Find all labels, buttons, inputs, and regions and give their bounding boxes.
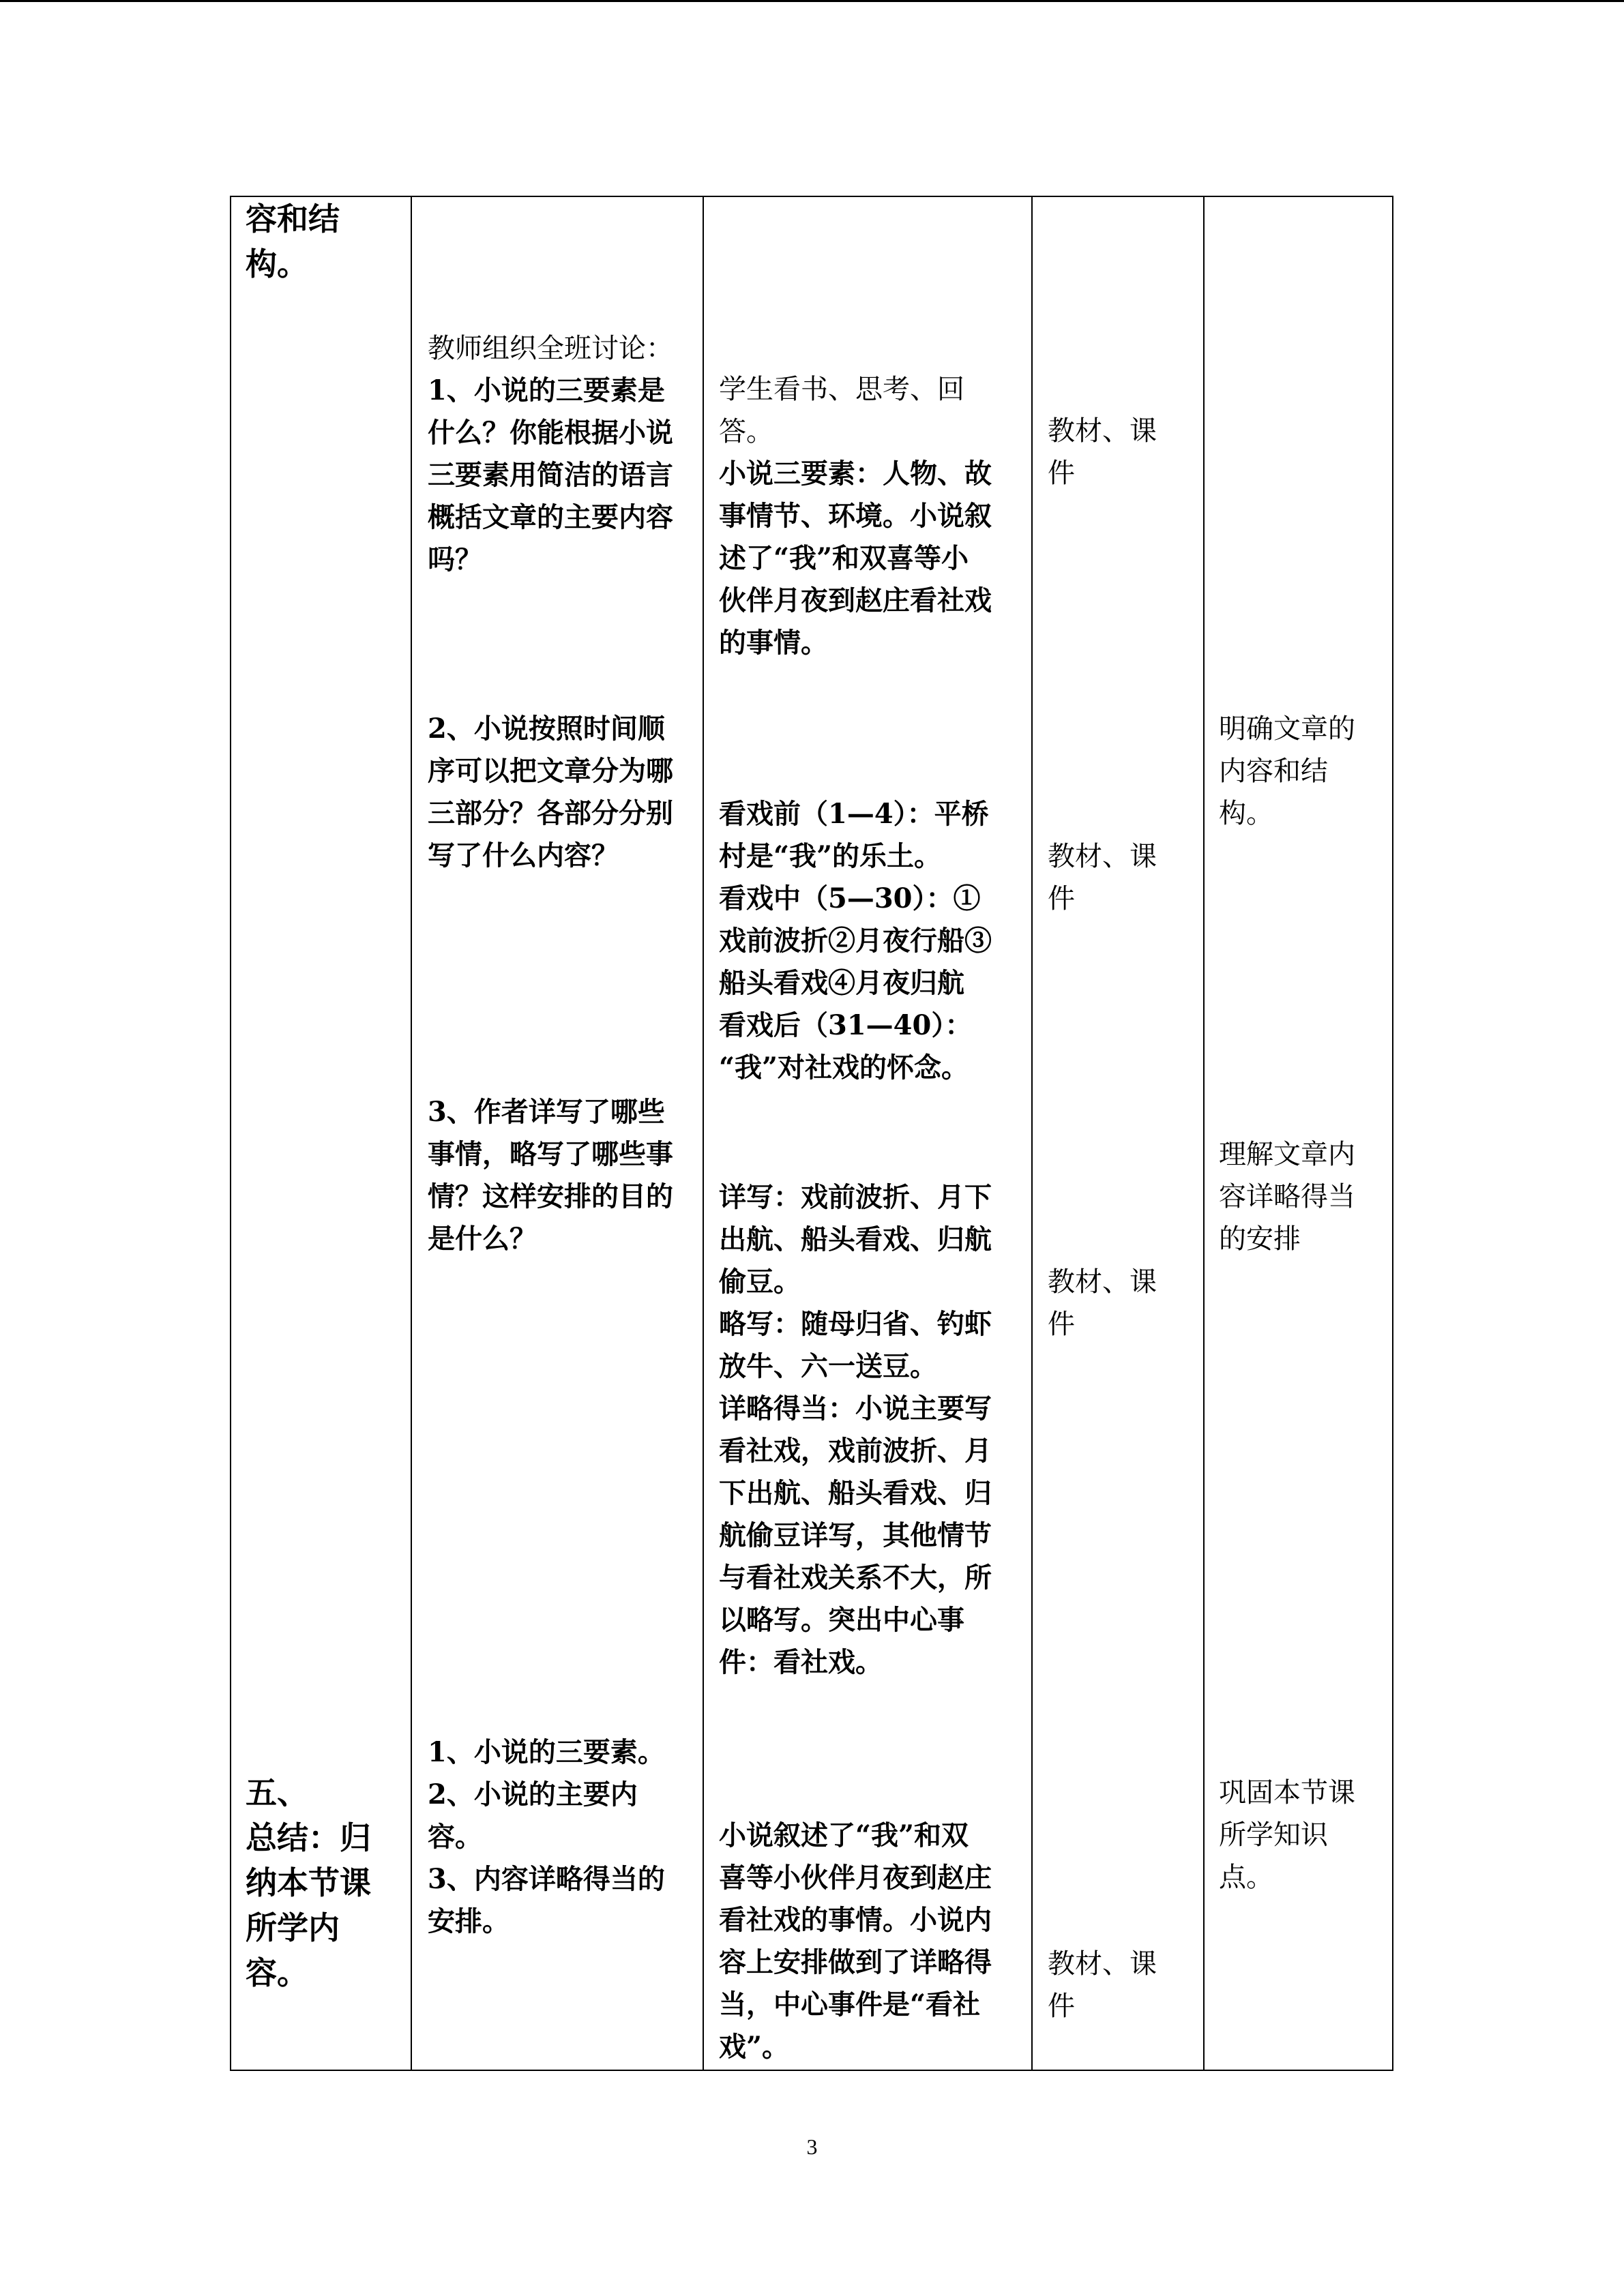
column-divider (1031, 196, 1033, 2071)
resource-cell-1 (1048, 410, 1157, 494)
text-line: 小说叙述了“我”和双 (719, 1819, 969, 1851)
text-line: 下出航、船头看戏、归 (719, 1477, 992, 1509)
text-line: 容和结 (246, 200, 340, 237)
text-line: 什么？你能根据小说 (428, 417, 673, 449)
step-summary-cell (246, 1770, 371, 1995)
step-top-cell (246, 196, 340, 286)
text-line: 容。 (246, 1954, 308, 1991)
text-line: 构。 (1219, 798, 1273, 829)
text-line: 内容和结 (1219, 756, 1328, 787)
goal-cell-3 (1219, 1772, 1355, 1898)
column-divider (1203, 196, 1205, 2071)
text-line: 3、作者详写了哪些 (428, 1096, 665, 1128)
text-line: 五、 (246, 1774, 308, 1811)
resource-cell-2 (1048, 835, 1157, 920)
teacher-question-3 (428, 1091, 673, 1260)
teacher-question-2 (428, 708, 673, 877)
text-line: 的事情。 (719, 627, 828, 659)
text-line: 详写：戏前波折、月下 (719, 1181, 992, 1213)
text-line: 是什么？ (428, 1223, 537, 1255)
page-number: 3 (806, 2134, 818, 2159)
text-line: 件：看社戏。 (719, 1646, 883, 1678)
text-line: 事情，略写了哪些事 (428, 1138, 673, 1170)
text-line: 看戏中（5—30）：① (719, 882, 981, 914)
text-line: 理解文章内 (1219, 1139, 1355, 1170)
text-line: 戏前波折②月夜行船③ (719, 925, 992, 957)
text-line: 小说三要素：人物、故 (719, 458, 992, 490)
text-line: 戏”。 (719, 2031, 790, 2063)
text-line: 三要素用简洁的语言 (428, 459, 673, 491)
text-line: 看社戏，戏前波折、月 (719, 1435, 992, 1467)
text-line: 三部分？各部分分别 (428, 797, 673, 829)
text-line: 偷豆。 (719, 1266, 801, 1298)
resource-cell-4 (1048, 1943, 1157, 2027)
text-line: 事情节、环境。小说叙 (719, 500, 992, 532)
text-line: 1、小说的三要素是 (428, 374, 665, 406)
text-line: 容详略得当 (1219, 1181, 1355, 1212)
text-line: 容上安排做到了详略得 (719, 1946, 992, 1978)
text-line: 所学内 (246, 1909, 340, 1946)
text-line: 件 (1048, 883, 1075, 914)
text-line: 看戏前（1—4）：平桥 (719, 798, 989, 830)
text-line: 答。 (719, 416, 773, 447)
text-line: 村是“我”的乐土。 (719, 840, 942, 872)
text-line: 构。 (246, 245, 308, 282)
text-line: 纳本节课 (246, 1864, 371, 1901)
teacher-discussion-block (428, 327, 673, 581)
text-line: “我”对社戏的怀念。 (719, 1052, 969, 1084)
text-line: 总结：归 (246, 1819, 371, 1856)
text-line: 学生看书、思考、回 (719, 374, 964, 405)
text-line: 详略得当：小说主要写 (719, 1392, 992, 1425)
text-line: 伙伴月夜到赵庄看社戏 (719, 584, 992, 616)
text-line: 述了“我”和双喜等小 (719, 542, 969, 574)
teacher-summary-points (428, 1731, 665, 1943)
text-line: 看戏后（31—40）： (719, 1009, 973, 1041)
text-line: 喜等小伙伴月夜到赵庄 (719, 1862, 992, 1894)
text-line: 教材、课 (1048, 1266, 1157, 1298)
teacher-intro: 教师组织全班讨论： (428, 333, 673, 364)
text-line: 安排。 (428, 1905, 510, 1937)
text-line: 放牛、六一送豆。 (719, 1350, 937, 1382)
text-line: 3、内容详略得当的 (428, 1863, 665, 1895)
goal-cell-1 (1219, 708, 1355, 835)
text-line: 当，中心事件是“看社 (719, 1988, 981, 2021)
text-line: 情？这样安排的目的 (428, 1180, 673, 1212)
text-line: 点。 (1219, 1862, 1273, 1893)
goal-cell-2 (1219, 1133, 1355, 1260)
text-line: 概括文章的主要内容 (428, 501, 673, 533)
text-line: 航偷豆详写，其他情节 (719, 1519, 992, 1551)
text-line: 出航、船头看戏、归航 (719, 1223, 992, 1255)
text-line: 船头看戏④月夜归航 (719, 967, 964, 999)
text-line: 吗？ (428, 543, 482, 576)
text-line: 以略写。突出中心事 (719, 1604, 964, 1636)
text-line: 教材、课 (1048, 1948, 1157, 1980)
column-divider (411, 196, 412, 2071)
student-answer-3 (719, 1176, 992, 1684)
text-line: 件 (1048, 1991, 1075, 2022)
text-line: 教材、课 (1048, 415, 1157, 447)
student-answer-1 (719, 368, 992, 664)
text-line: 写了什么内容？ (428, 839, 619, 871)
text-line: 略写：随母归省、钓虾 (719, 1308, 992, 1340)
student-answer-2 (719, 793, 992, 1089)
text-line: 件 (1048, 458, 1075, 489)
column-divider (703, 196, 704, 2071)
text-line: 的安排 (1219, 1223, 1301, 1255)
page-top-rule (0, 0, 1624, 2)
text-line: 明确文章的 (1219, 713, 1355, 745)
text-line: 件 (1048, 1309, 1075, 1340)
text-line: 与看社戏关系不大，所 (719, 1562, 992, 1594)
student-answer-4 (719, 1815, 992, 2068)
text-line: 2、小说按照时间顺 (428, 713, 665, 745)
text-line: 2、小说的主要内 (428, 1778, 638, 1810)
text-line: 巩固本节课 (1219, 1777, 1355, 1808)
text-line: 教材、课 (1048, 841, 1157, 872)
text-line: 所学知识 (1219, 1819, 1328, 1851)
text-line: 序可以把文章分为哪 (428, 755, 673, 787)
resource-cell-3 (1048, 1261, 1157, 1345)
text-line: 1、小说的三要素。 (428, 1736, 665, 1768)
text-line: 看社戏的事情。小说内 (719, 1904, 992, 1936)
text-line: 容。 (428, 1821, 482, 1853)
